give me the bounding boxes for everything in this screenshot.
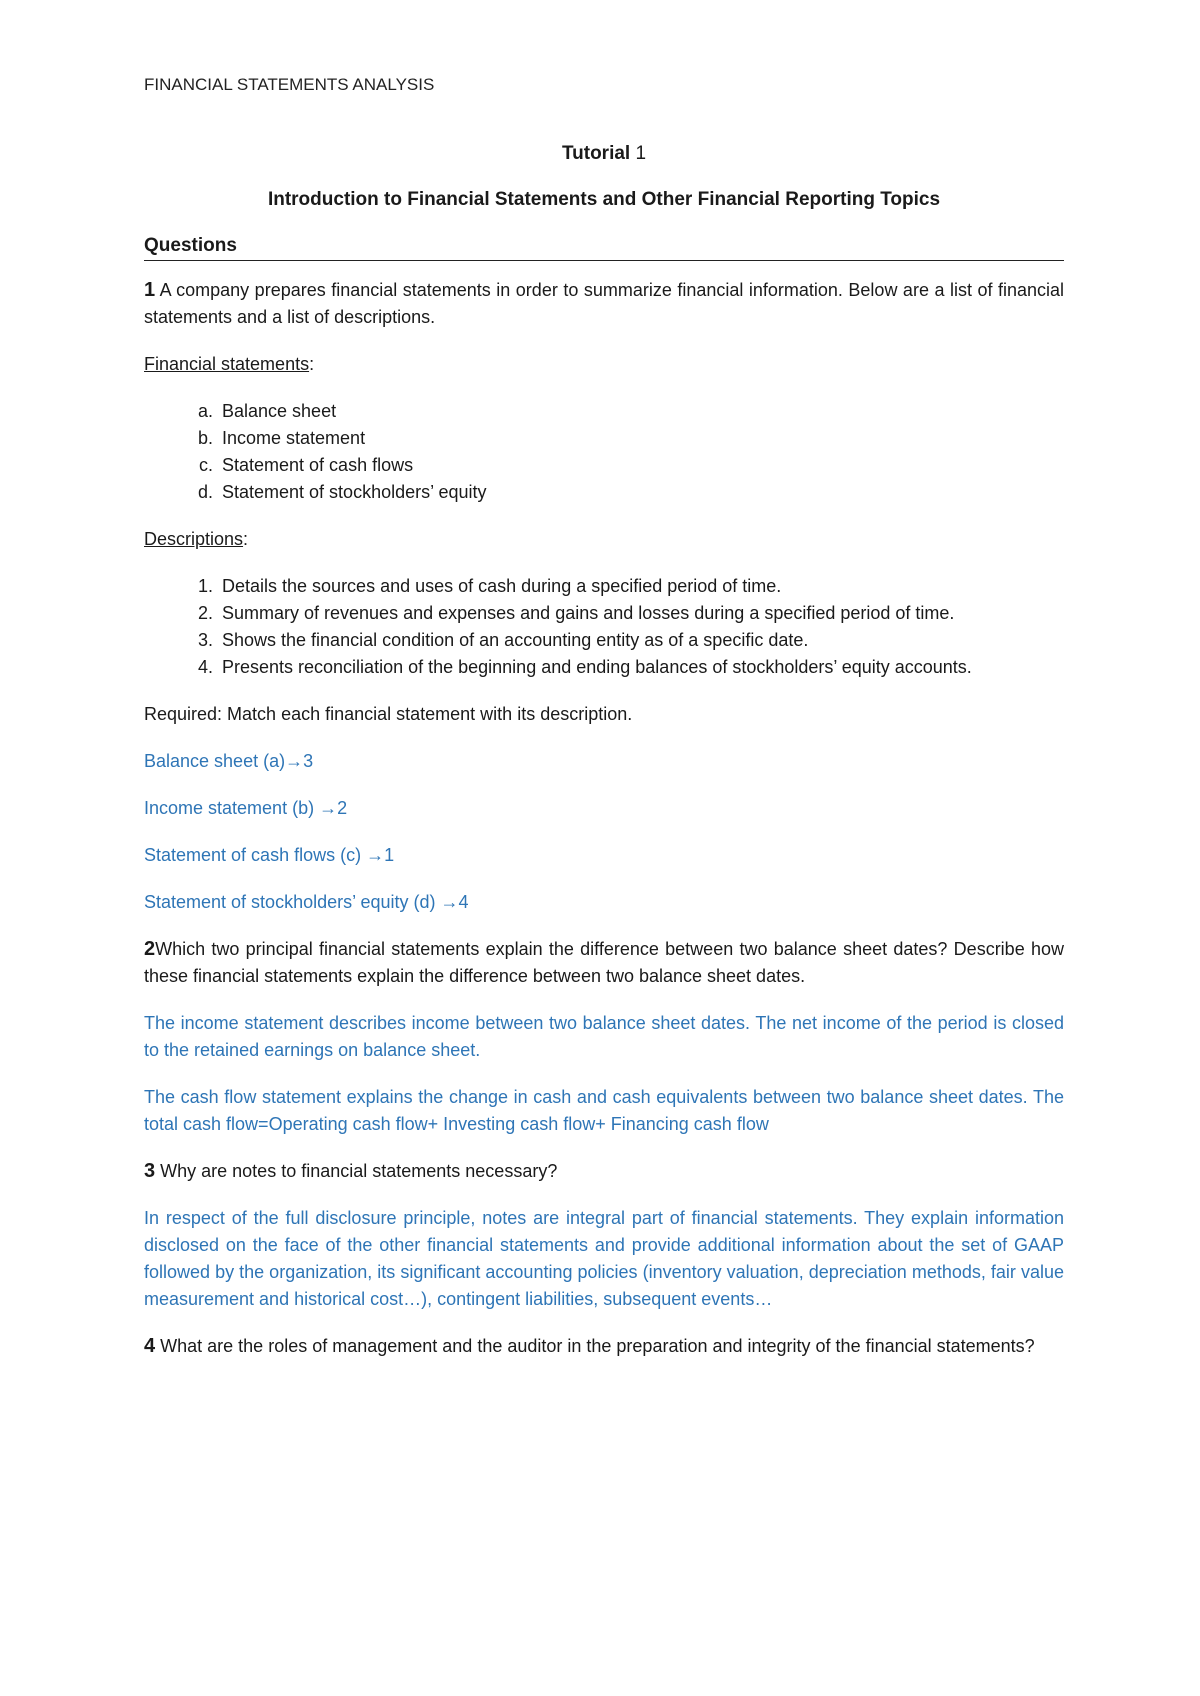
- tutorial-title: [144, 140, 1064, 168]
- running-header: FINANCIAL STATEMENTS ANALYSIS: [144, 75, 435, 94]
- question-1-text: A company prepares financial statements in order to summarize financial information. Below are a list of financial statements and a list of descriptions.: [144, 280, 1064, 327]
- answer-3: In respect of the full disclosure principle, notes are integral part of financial statements. They explain information disclosed on the face of the other financial statements and provide additional information about the set of GAAP followed by the organization, its significant accounting policies (inventory valuation, depreciation methods, fair value measurement and historical cost…), contingent liabilities, subsequent events…: [144, 1208, 1064, 1309]
- answer-1d: Statement of stockholders’ equity (d) →4: [144, 892, 469, 912]
- tutorial-subtitle: Introduction to Financial Statements and Other Financial Reporting Topics: [267, 189, 941, 210]
- question-3-number: 3: [144, 1160, 156, 1182]
- question-2-number: 2: [144, 938, 156, 960]
- question-4: [144, 1333, 1064, 1360]
- answer-2-cashflow: The cash flow statement explains the change in cash and cash equivalents between two balance sheet dates. The total cash flow=Operating cash flow+ Investing cash flow+ Financing cash flow: [144, 1087, 1064, 1134]
- list-item: b. Income statement: [218, 425, 1064, 452]
- statements-list: [144, 398, 1064, 506]
- descriptions-label: Descriptions: [144, 529, 244, 549]
- list-item: 2. Summary of revenues and expenses and gains and losses during a specified period of time.: [218, 600, 1064, 627]
- question-4-number: 4: [144, 1335, 156, 1357]
- questions-heading: Questions: [144, 232, 1064, 261]
- answer-1a: Balance sheet (a)→3: [144, 751, 314, 771]
- question-1-number: 1: [144, 279, 156, 301]
- statements-label: Financial statements: [144, 354, 310, 374]
- question-3-text: Why are notes to financial statements necessary?: [160, 1161, 558, 1181]
- question-2-text: Which two principal financial statements explain the difference between two balance sheet dates? Describe how these financial statements explain the difference between two balance sheet dates.: [144, 939, 1064, 986]
- question-2: [144, 936, 1064, 990]
- list-item: 4. Presents reconciliation of the beginning and ending balances of stockholders’ equity accounts.: [218, 654, 1064, 681]
- required-instruction: Required: Match each financial statement with its description.: [144, 704, 633, 724]
- tutorial-title-label: Tutorial: [561, 143, 631, 164]
- question-1: [144, 277, 1064, 331]
- question-4-text: What are the roles of management and the auditor in the preparation and integrity of the financial statements?: [160, 1336, 1035, 1356]
- answer-2-income: The income statement describes income between two balance sheet dates. The net income of the period is closed to the retained earnings on balance sheet.: [144, 1013, 1064, 1060]
- answer-1b: Income statement (b) →2: [144, 798, 348, 818]
- list-item: 3. Shows the financial condition of an accounting entity as of a specific date.: [218, 627, 1064, 654]
- list-item: a. Balance sheet: [218, 398, 1064, 425]
- statements-label-line: Financial statements:: [144, 354, 315, 374]
- list-item: d. Statement of stockholders’ equity: [218, 479, 1064, 506]
- list-item: c. Statement of cash flows: [218, 452, 1064, 479]
- descriptions-label-line: Descriptions:: [144, 529, 249, 549]
- descriptions-list: [144, 573, 1064, 681]
- answer-1c: Statement of cash flows (c) →1: [144, 845, 395, 865]
- list-item: 1. Details the sources and uses of cash during a specified period of time.: [218, 573, 1064, 600]
- tutorial-title-number: 1: [635, 143, 647, 164]
- question-3: [144, 1158, 1064, 1185]
- page-content: [144, 74, 1064, 1380]
